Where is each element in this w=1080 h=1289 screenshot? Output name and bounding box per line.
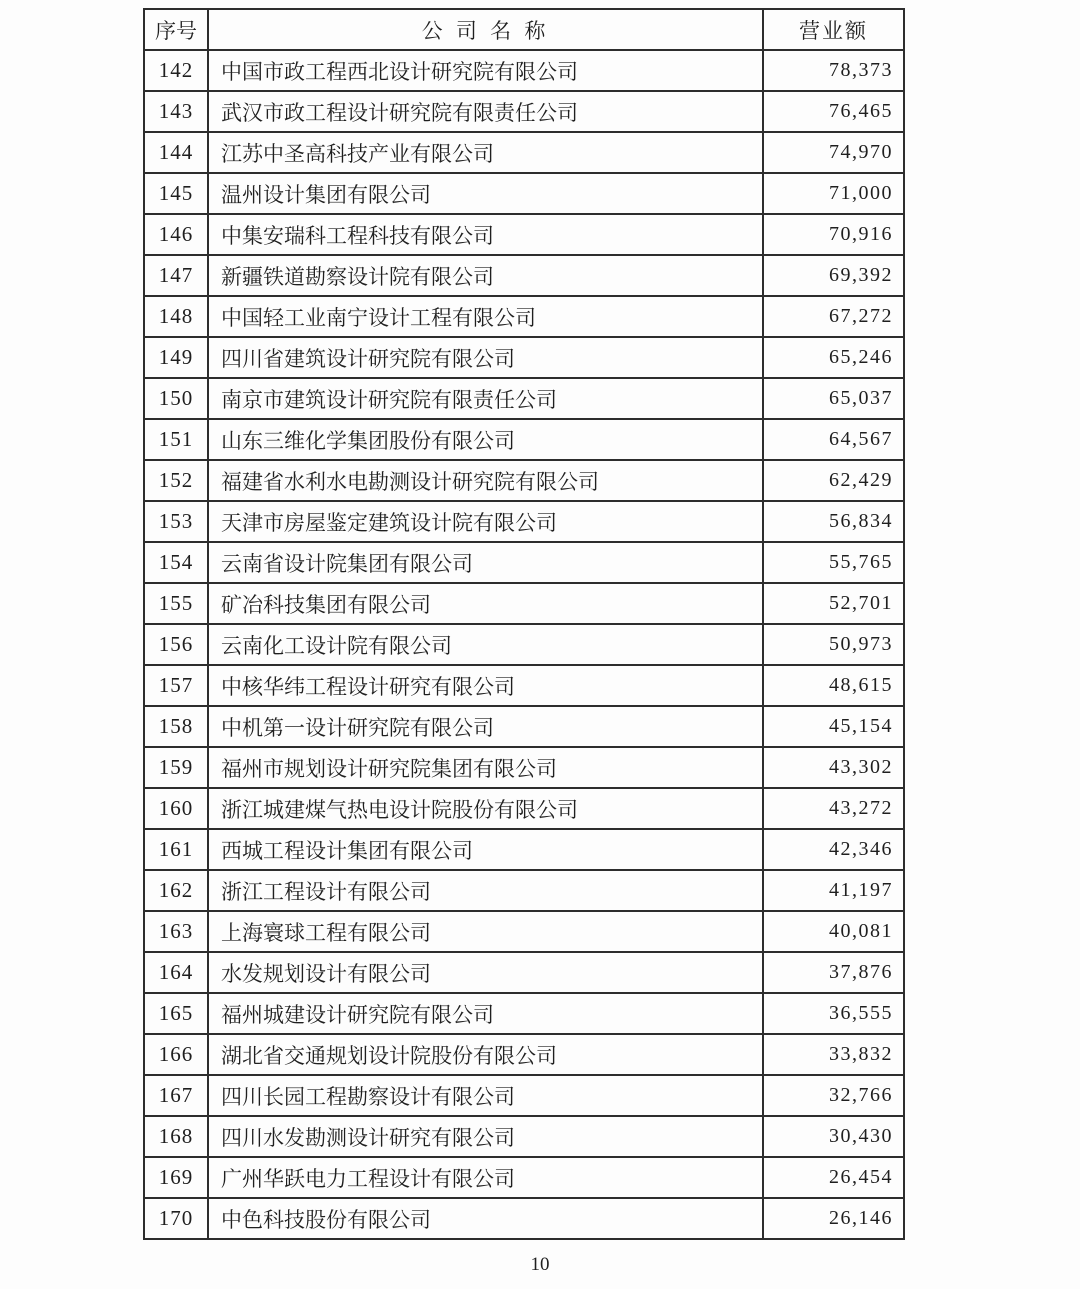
- row-revenue: 62,429: [763, 460, 904, 501]
- header-revenue: 营业额: [763, 9, 904, 50]
- table-row: [144, 1116, 904, 1157]
- row-revenue: 64,567: [763, 419, 904, 460]
- table-row: [144, 91, 904, 132]
- table-body: [144, 50, 904, 1239]
- table-row: [144, 1034, 904, 1075]
- table-row: [144, 214, 904, 255]
- row-revenue: 76,465: [763, 91, 904, 132]
- row-revenue: 43,272: [763, 788, 904, 829]
- row-index: 163: [144, 911, 208, 952]
- row-index: 150: [144, 378, 208, 419]
- row-revenue: 26,146: [763, 1198, 904, 1239]
- row-company-name: 湖北省交通规划设计院股份有限公司: [208, 1034, 763, 1075]
- row-index: 168: [144, 1116, 208, 1157]
- row-company-name: 江苏中圣高科技产业有限公司: [208, 132, 763, 173]
- row-index: 151: [144, 419, 208, 460]
- row-index: 149: [144, 337, 208, 378]
- table-row: [144, 1157, 904, 1198]
- table-row: [144, 378, 904, 419]
- table-row: [144, 132, 904, 173]
- table-header-row: [144, 9, 904, 50]
- row-revenue: 33,832: [763, 1034, 904, 1075]
- table-row: [144, 419, 904, 460]
- row-company-name: 水发规划设计有限公司: [208, 952, 763, 993]
- table-row: [144, 829, 904, 870]
- table-row: [144, 624, 904, 665]
- row-revenue: 65,246: [763, 337, 904, 378]
- row-company-name: 四川省建筑设计研究院有限公司: [208, 337, 763, 378]
- table-row: [144, 1075, 904, 1116]
- row-revenue: 30,430: [763, 1116, 904, 1157]
- header-company-name: 公 司 名 称: [208, 9, 763, 50]
- row-index: 147: [144, 255, 208, 296]
- table-row: [144, 255, 904, 296]
- row-company-name: 武汉市政工程设计研究院有限责任公司: [208, 91, 763, 132]
- row-revenue: 52,701: [763, 583, 904, 624]
- table-row: [144, 870, 904, 911]
- company-revenue-table: [143, 8, 905, 1240]
- table-row: [144, 50, 904, 91]
- table-row: [144, 665, 904, 706]
- row-revenue: 78,373: [763, 50, 904, 91]
- row-index: 145: [144, 173, 208, 214]
- row-index: 142: [144, 50, 208, 91]
- header-index: 序号: [144, 9, 208, 50]
- row-company-name: 南京市建筑设计研究院有限责任公司: [208, 378, 763, 419]
- table-row: [144, 501, 904, 542]
- row-index: 157: [144, 665, 208, 706]
- row-company-name: 福建省水利水电勘测设计研究院有限公司: [208, 460, 763, 501]
- row-company-name: 福州城建设计研究院有限公司: [208, 993, 763, 1034]
- row-index: 143: [144, 91, 208, 132]
- row-revenue: 50,973: [763, 624, 904, 665]
- row-company-name: 中集安瑞科工程科技有限公司: [208, 214, 763, 255]
- table-row: [144, 952, 904, 993]
- row-index: 160: [144, 788, 208, 829]
- row-index: 154: [144, 542, 208, 583]
- row-index: 155: [144, 583, 208, 624]
- table-row: [144, 296, 904, 337]
- row-index: 165: [144, 993, 208, 1034]
- row-company-name: 浙江工程设计有限公司: [208, 870, 763, 911]
- table-row: [144, 583, 904, 624]
- row-revenue: 48,615: [763, 665, 904, 706]
- row-company-name: 广州华跃电力工程设计有限公司: [208, 1157, 763, 1198]
- row-company-name: 云南省设计院集团有限公司: [208, 542, 763, 583]
- row-revenue: 36,555: [763, 993, 904, 1034]
- row-index: 164: [144, 952, 208, 993]
- row-revenue: 56,834: [763, 501, 904, 542]
- table-row: [144, 542, 904, 583]
- row-index: 153: [144, 501, 208, 542]
- row-index: 146: [144, 214, 208, 255]
- row-company-name: 新疆铁道勘察设计院有限公司: [208, 255, 763, 296]
- row-company-name: 福州市规划设计研究院集团有限公司: [208, 747, 763, 788]
- row-company-name: 四川水发勘测设计研究有限公司: [208, 1116, 763, 1157]
- row-index: 166: [144, 1034, 208, 1075]
- row-revenue: 26,454: [763, 1157, 904, 1198]
- row-index: 144: [144, 132, 208, 173]
- row-company-name: 山东三维化学集团股份有限公司: [208, 419, 763, 460]
- row-revenue: 74,970: [763, 132, 904, 173]
- table-row: [144, 173, 904, 214]
- row-index: 148: [144, 296, 208, 337]
- row-index: 152: [144, 460, 208, 501]
- table-row: [144, 337, 904, 378]
- row-revenue: 41,197: [763, 870, 904, 911]
- row-company-name: 天津市房屋鉴定建筑设计院有限公司: [208, 501, 763, 542]
- row-company-name: 温州设计集团有限公司: [208, 173, 763, 214]
- table-row: [144, 911, 904, 952]
- table-row: [144, 1198, 904, 1239]
- row-revenue: 70,916: [763, 214, 904, 255]
- row-company-name: 云南化工设计院有限公司: [208, 624, 763, 665]
- row-company-name: 矿冶科技集团有限公司: [208, 583, 763, 624]
- row-index: 161: [144, 829, 208, 870]
- row-company-name: 四川长园工程勘察设计有限公司: [208, 1075, 763, 1116]
- table-row: [144, 706, 904, 747]
- row-revenue: 55,765: [763, 542, 904, 583]
- row-index: 170: [144, 1198, 208, 1239]
- row-index: 156: [144, 624, 208, 665]
- row-company-name: 上海寰球工程有限公司: [208, 911, 763, 952]
- row-company-name: 中机第一设计研究院有限公司: [208, 706, 763, 747]
- row-index: 167: [144, 1075, 208, 1116]
- row-company-name: 中色科技股份有限公司: [208, 1198, 763, 1239]
- row-revenue: 65,037: [763, 378, 904, 419]
- row-company-name: 中国市政工程西北设计研究院有限公司: [208, 50, 763, 91]
- row-company-name: 中核华纬工程设计研究有限公司: [208, 665, 763, 706]
- table-row: [144, 460, 904, 501]
- row-revenue: 40,081: [763, 911, 904, 952]
- row-revenue: 67,272: [763, 296, 904, 337]
- row-revenue: 37,876: [763, 952, 904, 993]
- row-revenue: 43,302: [763, 747, 904, 788]
- row-company-name: 中国轻工业南宁设计工程有限公司: [208, 296, 763, 337]
- row-index: 169: [144, 1157, 208, 1198]
- row-index: 159: [144, 747, 208, 788]
- table-row: [144, 747, 904, 788]
- row-revenue: 71,000: [763, 173, 904, 214]
- page-number: 10: [530, 1254, 550, 1275]
- table-row: [144, 788, 904, 829]
- row-index: 158: [144, 706, 208, 747]
- table-row: [144, 993, 904, 1034]
- row-index: 162: [144, 870, 208, 911]
- row-revenue: 45,154: [763, 706, 904, 747]
- row-company-name: 西城工程设计集团有限公司: [208, 829, 763, 870]
- row-revenue: 32,766: [763, 1075, 904, 1116]
- row-revenue: 42,346: [763, 829, 904, 870]
- row-revenue: 69,392: [763, 255, 904, 296]
- row-company-name: 浙江城建煤气热电设计院股份有限公司: [208, 788, 763, 829]
